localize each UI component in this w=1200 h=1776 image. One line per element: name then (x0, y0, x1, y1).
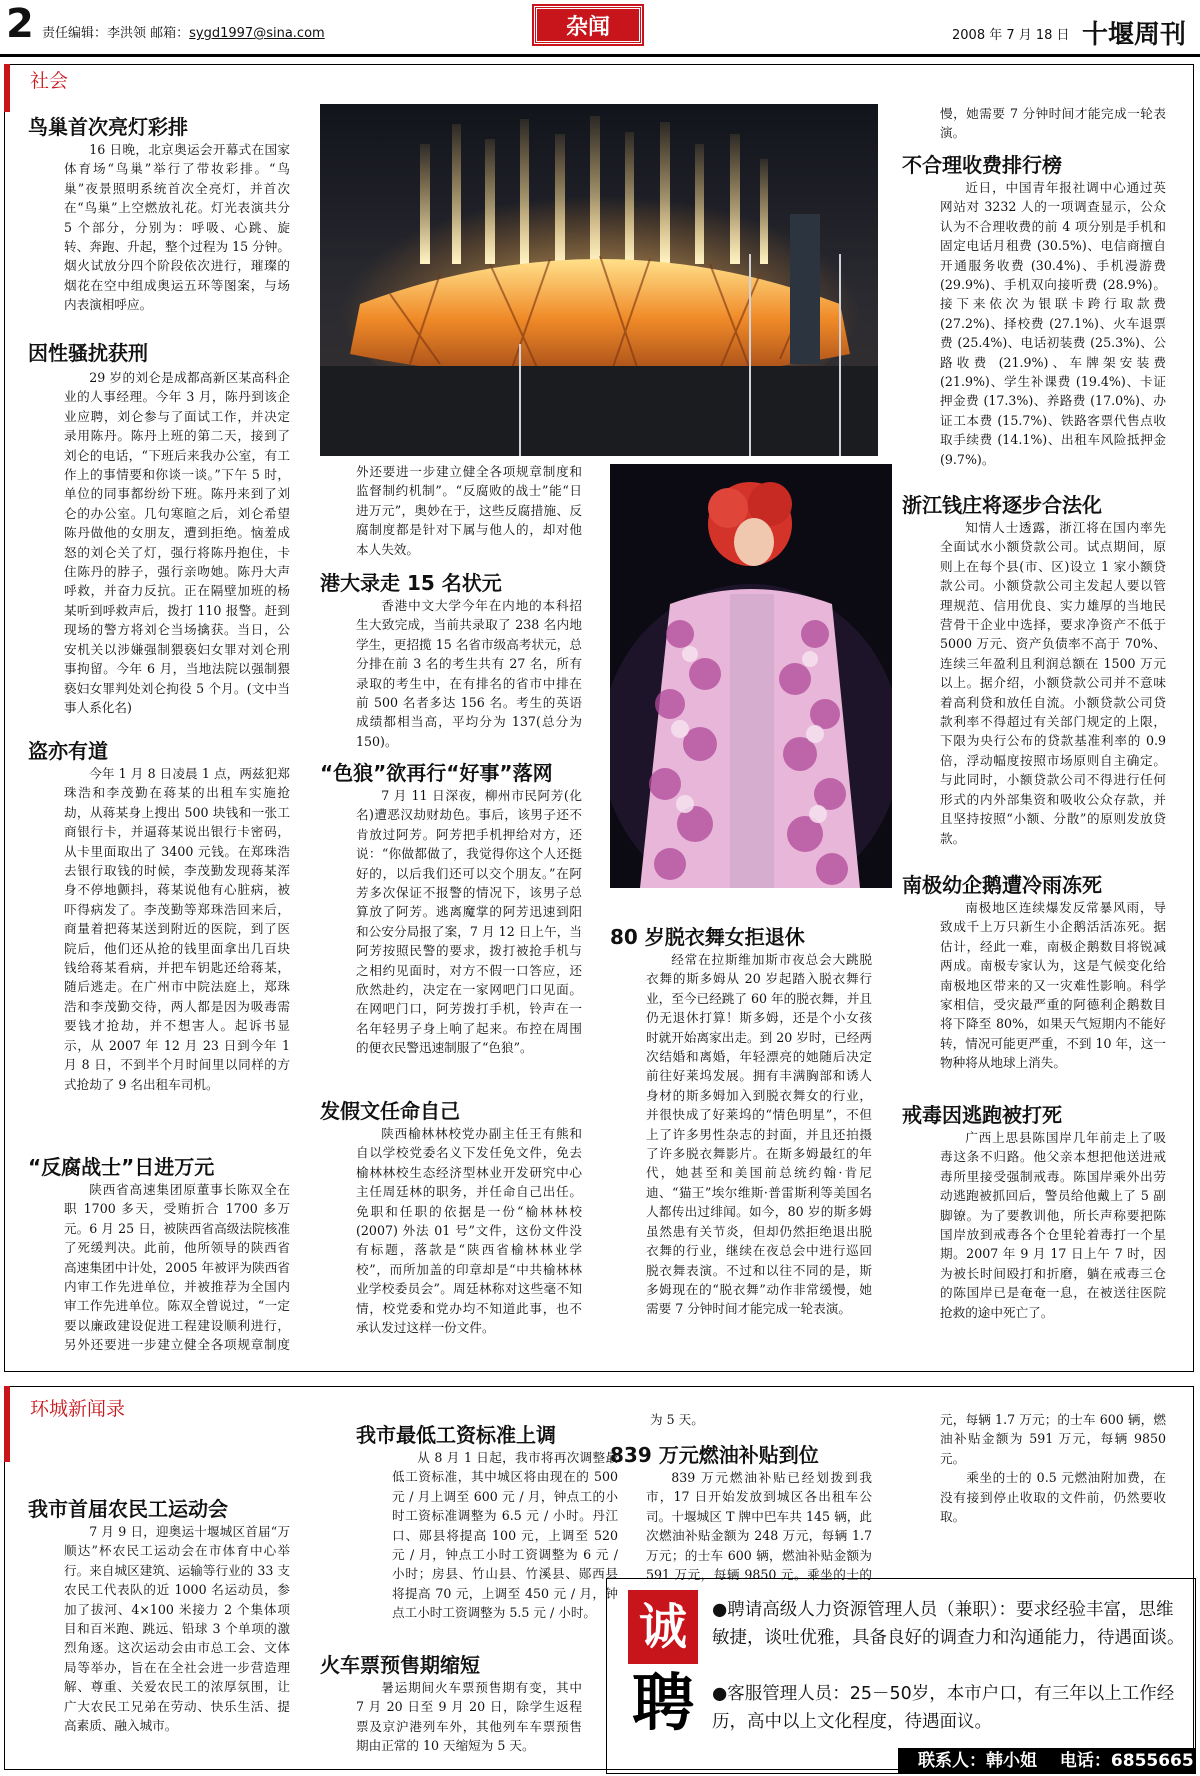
headline-rehab: 戒毒因逃跑被打死 (902, 1103, 1062, 1127)
recruit-item-1: ●聘请高级人力资源管理人员（兼职）：要求经验丰富，思维敏捷，谈吐优雅，具备良好的调查力和沟通能力，待遇面谈。 (712, 1600, 1185, 1648)
headline-harassment: 因性骚扰获刑 (28, 341, 148, 365)
headline-fake-doc: 发假文任命自己 (320, 1099, 460, 1123)
headline-wolf: “色狼”欲再行“好事”落网 (320, 761, 553, 785)
headline-workers-games: 我市首届农民工运动会 (28, 1497, 228, 1521)
body-fuel: 839 万元燃油补贴已经划拨到我市，17 日开始发放到城区各出租车公司。十堰城区 T 牌中巴车共 145 辆，此次燃油补贴金额为 248 万元，每辆 1.7 万元；的士车 600 辆，燃油补贴金额为 591 万元，每辆 9850 元。乘坐的士的 (646, 1470, 872, 1583)
headline-anti-corruption: “反腐战士”日进万元 (28, 1155, 215, 1179)
stripper-continued: 慢，她需要 7 分钟时间才能完成一轮表演。 (940, 106, 1166, 141)
body-penguins: 南极地区连续爆发反常暴风雨，导致成千上万只新生小企鹅活活冻死。据估计，经此一难，南极企鹅数目将锐减两成。南极专家认为，这是气候变化给南极地区带来的又一灾难性影响。科学家相信，受灾最严重的阿德利企鹅数目将下降至 80%，如果天气短期内不能好转，情况可能更严重，不到 10 年，这一物种将从地球上消失。 (940, 900, 1166, 1071)
headline-fuel: 839 万元燃油补贴到位 (610, 1443, 819, 1467)
bird-nest-photo (320, 104, 878, 456)
bird-nest-fireworks-image (320, 104, 878, 456)
local-news-red-bar (4, 1386, 10, 1462)
body-zhejiang: 知情人士透露，浙江将在国内率先全面试水小额贷款公司。试点期间，原则上在每个县(市、区)设立 1 家小额贷款公司。小额贷款公司主发起人要以管理规范、信用优良、实力雄厚的当地民营骨干企业中选择，要求净资产不低于 5000 万元、资产负债率不高于 70%、连续三年盈利且利润总额在 1500 万元以上。据介绍，小额贷款公司并不意味着高利贷和放任自流。小额贷款公司贷款利率不得超过有关部门规定的上限，下限为央行公布的贷款基准利率的 0.9 倍，浮动幅度按照市场原则自主确定。与此同时，小额贷款公司不得进行任何形式的内外部集资和吸收公众存款，并且坚持按照“小额、分散”的原则发放贷款。 (940, 520, 1166, 846)
headline-fees: 不合理收费排行榜 (902, 153, 1062, 177)
stripper-photo (610, 464, 892, 888)
body-fake-doc: 陕西榆林林校党办副主任王有熊和自以学校党委名义下发任免文件，免去榆林林校生态经济型林业开发研究中心主任周廷林的职务，并任命自己出任。免职和任职的依据是一份“榆林林校 (2007) 外法 01 号”文件，这份文件没有标题，落款是“陕西省榆林林业学校”，而所加盖的印章却是“中共榆林林业学校委员会”。周廷林称对这些毫不知情，校党委和党办均不知道此事，也不承认发过这样一份文件。 (356, 1126, 582, 1336)
headline-bird-nest: 鸟巢首次亮灯彩排 (28, 115, 188, 139)
tickets-continued: 为 5 天。 (650, 1412, 704, 1427)
body-wolf: 7 月 11 日深夜，柳州市民阿芳(化名)遭恶汉劫财劫色。事后，该男子还不肯放过阿芳。阿芳把手机押给对方，还说：“你做都做了，我觉得你这个人还挺好的，以后我们还可以交个朋友。”在阿芳多次保证不报警的情况下，该男子总算放了阿芳。逃离魔掌的阿芳迅速到阳和公安分局报了案，7 月 12 日上午，当阿芳按照民警的要求，拨打被抢手机与之相约见面时，对方不假一口答应，还欣然赴约，决定在一家网吧门口见面。在网吧门口，阿芳拨打手机，铃声在一名年轻男子身上响了起来。布控在周围的便衣民警迅速制服了“色狼”。 (356, 788, 582, 1056)
paper-name: 十堰周刊 (1082, 20, 1187, 50)
headline-hku: 港大录走 15 名状元 (320, 571, 502, 595)
editor-email[interactable]: sygd1997@sina.com (189, 26, 325, 41)
editor-info (42, 22, 325, 41)
headline-zhejiang: 浙江钱庄将逐步合法化 (902, 493, 1102, 517)
headline-stripper: 80 岁脱衣舞女拒退休 (610, 925, 805, 949)
section-label-local-news: 环城新闻录 (30, 1398, 126, 1420)
body-tickets: 暑运期间火车票预售期有变，其中 7 月 20 日至 9 月 20 日，除学生返程票及京沪港列车外，其他列车车票预售期由正常的 10 天缩短为 5 天。 (356, 1680, 582, 1754)
editor-text: 责任编辑：李洪领 邮箱： (42, 26, 190, 41)
issue-date: 2008 年 7 月 18 日 (952, 28, 1070, 43)
headline-thief: 盗亦有道 (28, 739, 108, 763)
recruit-item-2: ●客服管理人员：25－50岁，本市户口，有三年以上工作经历，高中以上文化程度，待遇面议。 (712, 1684, 1175, 1732)
body-hku: 香港中文大学今年在内地的本科招生大致完成，当前共录取了 238 名内地学生，更招揽 15 名省市级高考状元，总分排在前 3 名的考生共有 27 名，所有录取的考生中，在有排名的省市中排在前 500 名者多达 156 名。考生的英语成绩都相当高，平均分为 137(总分为 150)。 (356, 598, 582, 749)
headline-penguins: 南极幼企鹅遭冷雨冻死 (902, 873, 1102, 897)
recruit-contact (898, 1748, 1196, 1774)
body-fees: 近日，中国青年报社调中心通过英网站对 3232 人的一项调查显示，公众认为不合理收费的前 4 项分别是手机和固定电话月租费 (30.5%)、电信商擅自开通服务收费 (30.4%)、手机漫游费 (29.9%)、手机双向接听费 (28.9%)。接下来依次为银联卡跨行取款费 (27.2%)、择校费 (27.1%)、火车退票费 (25.4%)、电话初装费 (25.3%)、公路收费 (21.9%)、车牌架安装费 (21.9%)、学生补课费 (19.4%)、卡证押金费 (17.3%)、养路费 (17.0%)、办证工本费 (15.7%)、铁路客票代售点收取手续费 (14.1%)、出租车风险抵押金 (9.7%)。 (940, 180, 1166, 467)
page-number: 2 (6, 1, 34, 47)
fuel-continued-2: 乘坐的士的 0.5 元燃油附加费，在没有接到停止收取的文件前，仍然要收取。 (940, 1470, 1166, 1525)
body-rehab: 广西上思县陈国岸几年前走上了吸毒这条不归路。他父亲本想把他送进戒毒所里接受强制戒毒。陈国岸乘外出劳动逃跑被抓回后，警员给他戴上了 5 副脚镣。为了要教训他，所长声称要把陈国岸放到戒毒各个仓里轮着毒打一个星期。2007 年 9 月 17 日上午 7 时，因为被长时间殴打和折磨，躺在戒毒三仓的陈国岸已是奄奄一息，在被送往医院抢救的途中死亡了。 (940, 1130, 1166, 1320)
contact-text[interactable]: 联系人：韩小姐 电话：6855665 (918, 1751, 1194, 1771)
recruit-char-1: 诚 (628, 1590, 698, 1664)
recruit-char-2: 聘 (631, 1666, 694, 1739)
section-tab: 杂闻 (534, 6, 642, 44)
anti-corruption-continued: 外还要进一步建立健全各项规章制度和监督制约机制”。“反腐败的战士”能“日进万元”，奥妙在于，这些反腐措施、反腐制度都是针对下属与他人的，却对他本人失效。 (356, 464, 582, 557)
body-anti-corruption-cont (356, 462, 582, 558)
body-thief: 今年 1 月 8 日凌晨 1 点，两兹犯郑珠浩和李茂勤在蒋某的出租车实施抢劫，从蒋某身上搜出 500 块钱和一张工商银行卡，并逼蒋某说出银行卡密码，从卡里面取出了 3400 元钱。在郑珠浩去银行取钱的时候，李茂勤发现蒋某浑身不停地颤抖，蒋某说他有心脏病，被吓得病发了。李茂勤等郑珠浩回来后，商量着把蒋某送到附近的医院，到了医院后，他们还从抢的钱里面拿出几百块钱给蒋某看病，并把车钥匙还给蒋某，随后逃走。在广州市中院法庭上，郑珠浩和李茂勤交待，两人都是因为吸毒需要钱才抢劫，并不想害人。起诉书显示，从 2007 年 12 月 23 日到今年 1 月 8 日，不到半个月时间里以同样的方式抢劫了 9 名出租车司机。 (64, 766, 290, 1092)
header-rule (0, 54, 1200, 57)
headline-min-wage: 我市最低工资标准上调 (356, 1423, 556, 1447)
body-tickets-cont (650, 1410, 876, 1432)
body-min-wage: 从 8 月 1 日起，我市将再次调整最低工资标准，其中城区将由现在的 500 元 / 月上调至 600 元 / 月，钟点工的小时工资标准调整为 6.5 元 / 小时。丹江口、郧县将提高 100 元，上调至 520 元 / 月，钟点工小时工资调整为 6 元 / 小时；房县、竹山县、竹溪县、郧西县将提高 70 元，上调至 450 元 / 月，钟点工小时工资调整为 5.5 元 / 小时。 (392, 1450, 618, 1621)
body-harassment: 29 岁的刘仑是成都高新区某高科企业的人事经理。今年 3 月，陈丹到该企业应聘，刘仑参与了面试工作，并决定录用陈丹。陈丹上班的第二天，接到了刘仑的电话，“下班后来我办公室，有工作上的事情要和你谈一谈。”下午 5 时，单位的同事都纷纷下班。陈丹来到了刘仑的办公室。几句寒暄之后，刘仑希望陈丹做他的女朋友，遭到拒绝。恼羞成怒的刘仑关了灯，强行将陈丹抱住，卡住陈丹的脖子，强行亲吻她。陈丹大声呼救，并奋力反抗。正在隔壁加班的杨某听到呼救声后，拨打 110 报警。赶到现场的警方将刘仑当场擒获。当日，公安机关以涉嫌强制猥亵妇女罪对刘仑刑事拘留。今年 6 月，当地法院以强制猥亵妇女罪判处刘仑拘役 5 个月。(文中当事人系化名) (64, 370, 290, 715)
society-red-bar (4, 64, 10, 112)
body-stripper: 经常在拉斯维加斯市夜总会大跳脱衣舞的斯多姆从 20 岁起踏入脱衣舞行业，至今已经跳了 60 年的脱衣舞，并且仍无退休打算！斯多姆，还是个小女孩时就开始离家出走。到 20 岁时，已经两次结婚和离婚，年轻漂亮的她随后决定前往好莱坞发展。拥有丰满胸部和诱人身材的斯多姆加入到脱衣舞女的行业，并很快成了好莱坞的“情色明星”，不但上了许多男性杂志的封面，并且还拍摄了许多脱衣舞影片。在斯多姆最红的年代，她甚至和美国前总统约翰·肯尼迪、“猫王”埃尔维斯·普雷斯利等美国名人都传出过绯闻。如今，80 岁的斯多姆虽然患有关节炎，但却仍然拒绝退出脱衣舞的行业，继续在夜总会中进行巡回脱衣舞表演。不过和以往不同的是，斯多姆现在的“脱衣舞”动作非常缓慢，她需要 7 分钟时间才能完成一轮表演。 (646, 952, 872, 1317)
body-stripper-cont (940, 104, 1166, 144)
body-fuel-cont (940, 1410, 1166, 1574)
fuel-continued: 元，每辆 1.7 万元；的士车 600 辆，燃油补贴金额为 591 万元，每辆 9850 元。 (940, 1412, 1166, 1466)
headline-tickets: 火车票预售期缩短 (320, 1653, 480, 1677)
showgirl-image (610, 464, 892, 888)
body-anti-corruption: 陕西省高速集团原董事长陈双全在职 1700 多天，受贿折合 1700 多万元。6 月 25 日，被陕西省高级法院核准了死缓判决。此前，他所领导的陕西省高速集团中计处，2005 年被评为陕西省内审工作先进单位，并被推荐为全国内审工作先进单位。陈双全曾说过，“一定要以廉政建设促进工程建设顺利进行，另外还要进一步建立健全各项规章制度 (64, 1182, 290, 1353)
body-bird-nest: 16 日晚，北京奥运会开幕式在国家体育场“鸟巢”举行了带妆彩排。“鸟巢”夜景照明系统首次全亮灯，并首次在“鸟巢”上空燃放礼花。灯光表演共分 5 个部分，分别为：呼吸、心跳、旋转、奔跑、升起，整个过程为 15 分钟。烟火试放分四个阶段依次进行，璀璨的烟花在空中组成奥运五环等图案，与场内表演相呼应。 (64, 142, 290, 313)
section-label-society: 社会 (30, 70, 69, 92)
body-workers-games: 7 月 9 日，迎奥运十堰城区首届“万顺达”杯农民工运动会在市体育中心举行。来自城区建筑、运输等行业的 33 支农民工代表队的近 1000 名运动员，参加了拔河、4×100 米接力 2 个集体项目和百米跑、跳远、铅球 3 个单项的激烈角逐。这次运动会由市总工会、文体局等举办，旨在在全社会进一步营造理解、尊重、关爱农民工的浓厚氛围，让广大农民工兄弟在劳动、快乐生活、提高素质、融入城市。 (64, 1524, 290, 1734)
